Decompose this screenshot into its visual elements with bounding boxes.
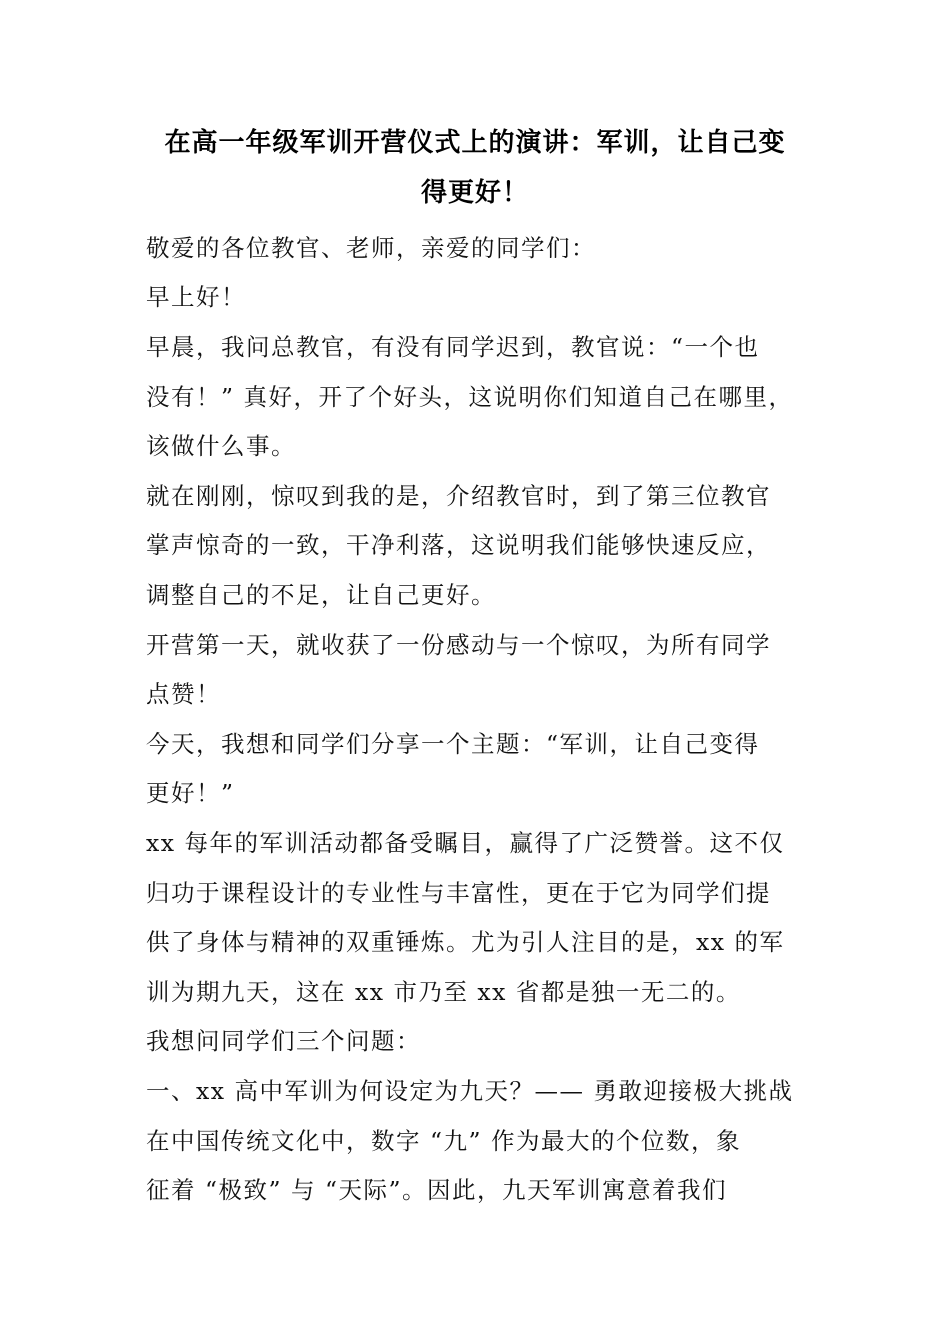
body-line: 供了身体与精神的双重锤炼。尤为引人注目的是，xx 的军 xyxy=(146,928,785,956)
body-line: 点赞！ xyxy=(146,680,221,708)
body-line: 更好！” xyxy=(146,779,235,807)
body-line: 该做什么事。 xyxy=(146,432,296,460)
body-line: 征着 “极致” 与 “天际”。因此，九天军训寓意着我们 xyxy=(146,1176,727,1204)
body-line: 一、xx 高中军训为何设定为九天？—— 勇敢迎接极大挑战 xyxy=(146,1077,794,1105)
body-line: 早上好！ xyxy=(146,283,246,311)
body-line: 在中国传统文化中，数字 “九” 作为最大的个位数，象 xyxy=(146,1127,741,1155)
body-line: 今天，我想和同学们分享一个主题：“军训，让自己变得 xyxy=(146,730,760,758)
body-line: 归功于课程设计的专业性与丰富性，更在于它为同学们提 xyxy=(146,879,771,907)
body-line: 早晨，我问总教官，有没有同学迟到，教官说：“一个也 xyxy=(146,333,760,361)
body-line: 就在刚刚，惊叹到我的是，介绍教官时，到了第三位教官 xyxy=(146,482,771,510)
body-line: 开营第一天，就收获了一份感动与一个惊叹，为所有同学 xyxy=(146,631,771,659)
body-line: 调整自己的不足，让自己更好。 xyxy=(146,581,496,609)
document-title-line-2: 得更好！ xyxy=(420,178,529,208)
body-line: 我想问同学们三个问题： xyxy=(146,1027,421,1055)
body-line: 训为期九天，这在 xx 市乃至 xx 省都是独一无二的。 xyxy=(146,978,741,1006)
body-line: 掌声惊奇的一致，干净利落，这说明我们能够快速反应， xyxy=(146,531,771,559)
body-line: 没有！” 真好，开了个好头，这说明你们知道自己在哪里， xyxy=(146,383,794,411)
document-title-line-1: 在高一年级军训开营仪式上的演讲：军训，让自己变 xyxy=(164,128,786,158)
body-line: 敬爱的各位教官、老师，亲爱的同学们： xyxy=(146,234,596,262)
body-line: xx 每年的军训活动都备受瞩目，赢得了广泛赞誉。这不仅 xyxy=(146,829,785,857)
